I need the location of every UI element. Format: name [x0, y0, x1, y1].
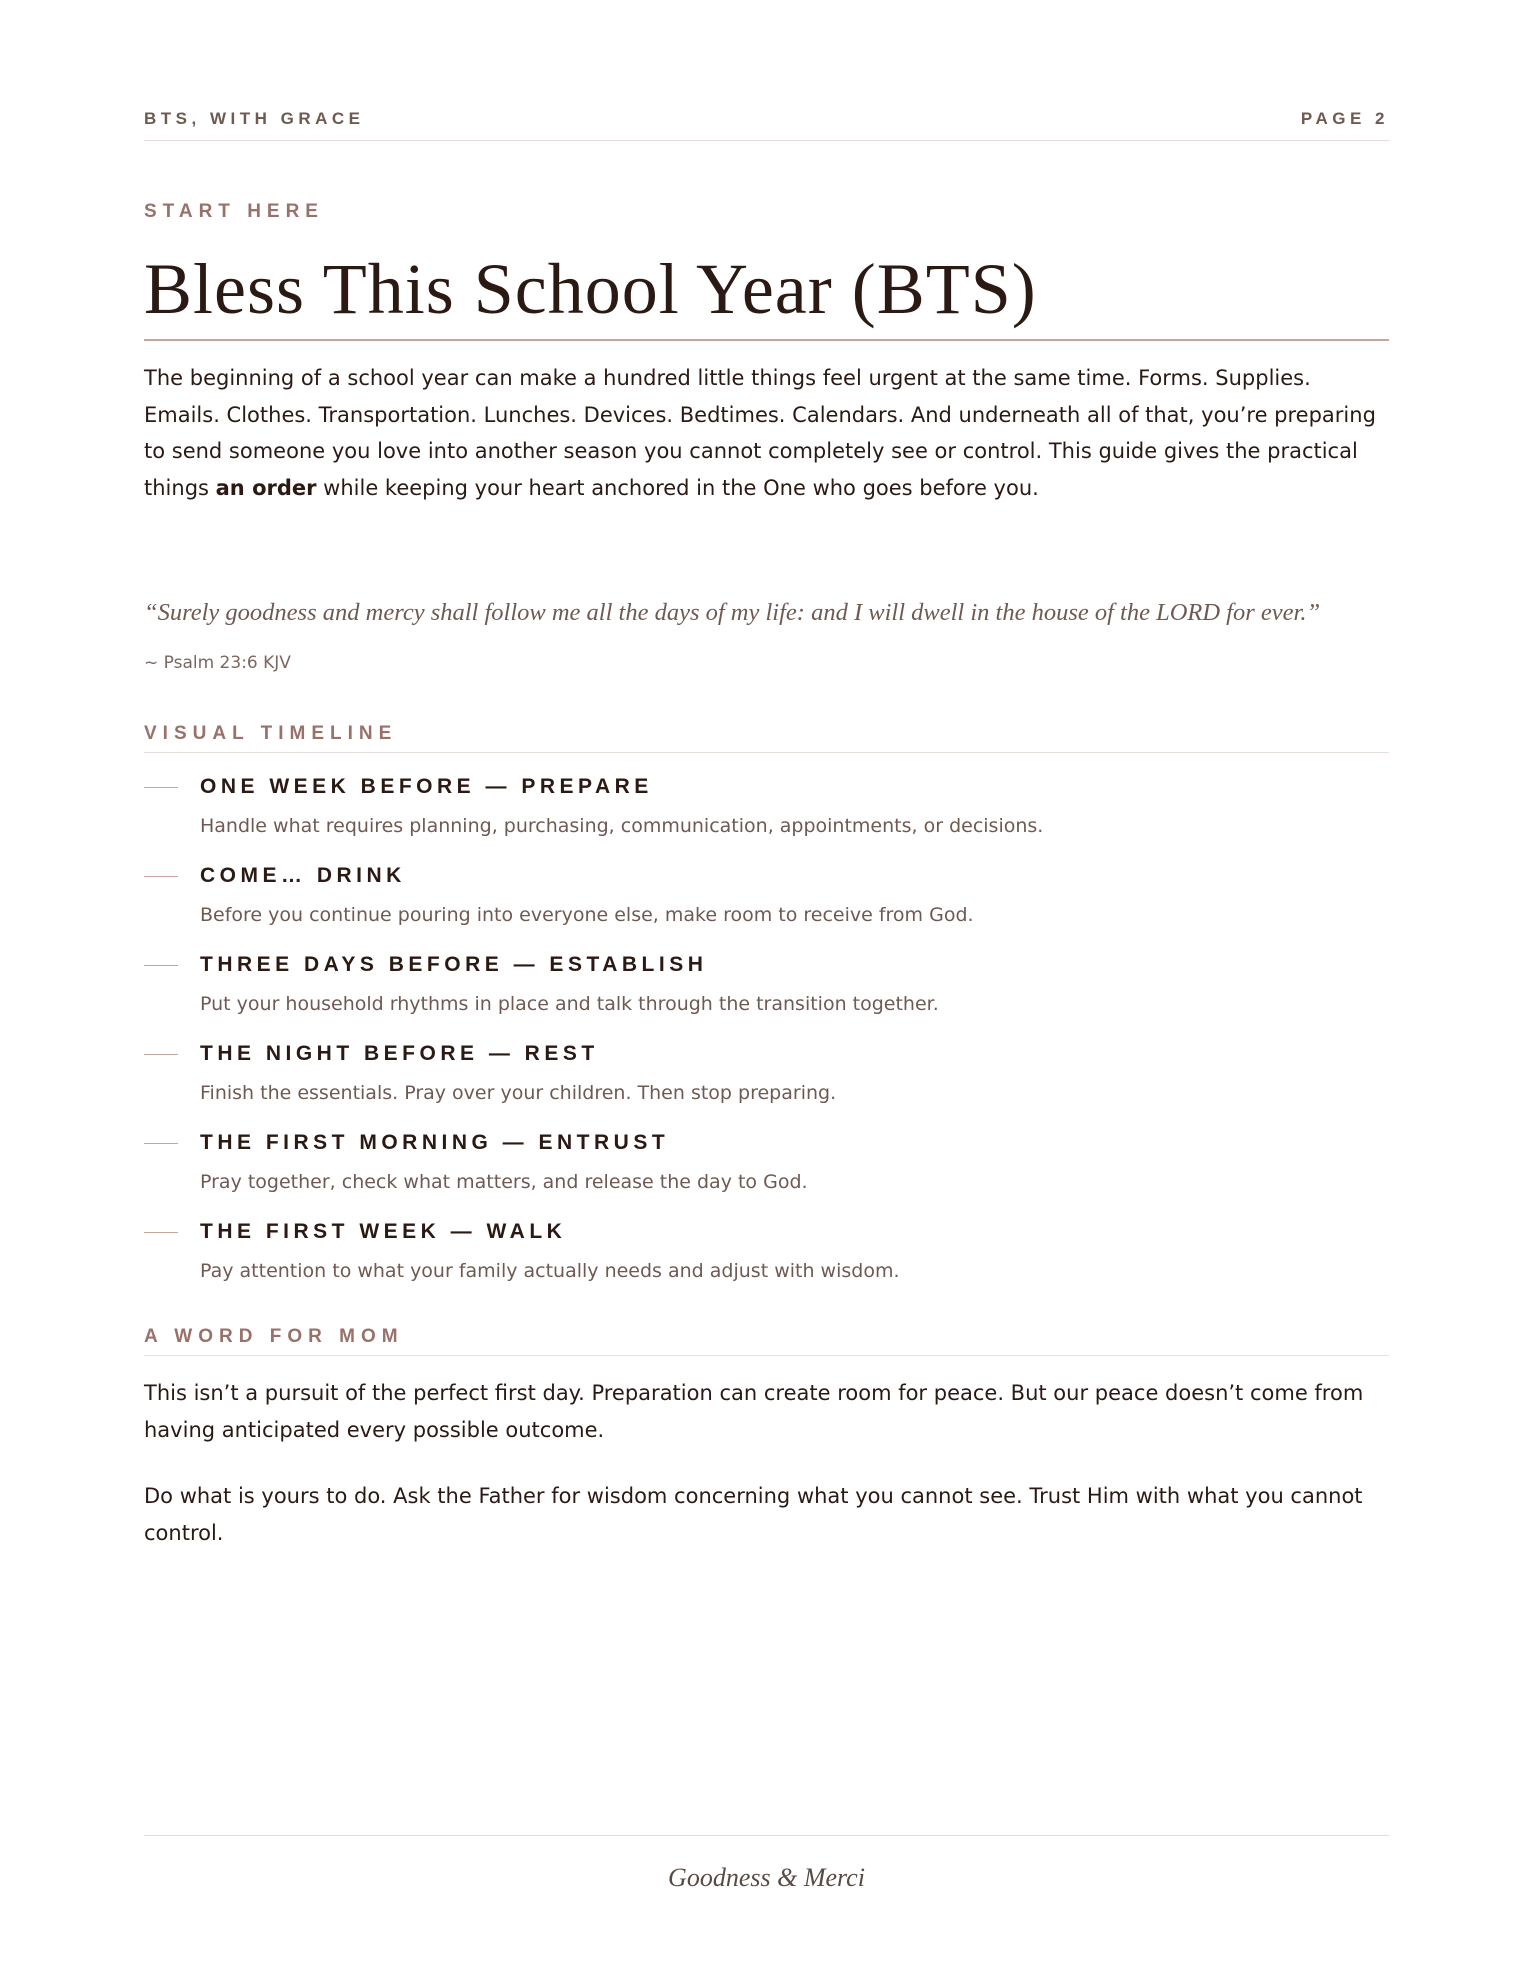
timeline-heading: VISUAL TIMELINE [144, 722, 1389, 753]
timeline-dash [144, 965, 178, 966]
timeline-item-description: Handle what requires planning, purchasing, communication, appointments, or decisions. [200, 815, 1044, 837]
footer-divider [144, 1835, 1389, 1836]
timeline-item-title: THREE DAYS BEFORE — ESTABLISH [200, 953, 708, 976]
timeline-item-description: Pay attention to what your family actually needs and adjust with wisdom. [200, 1260, 900, 1282]
intro-bold-text: an order [215, 475, 317, 500]
timeline-item [144, 952, 1389, 1041]
timeline-dash [144, 1232, 178, 1233]
timeline-item [144, 1130, 1389, 1219]
running-header [144, 108, 1389, 141]
scripture-quote: “Surely goodness and mercy shall follow me all the days of my life: and I will dwell in the house of the LORD for ever.” [144, 599, 1321, 626]
scripture-citation: ~ Psalm 23:6 KJV [144, 653, 291, 673]
timeline-dash [144, 876, 178, 877]
page-title: Bless This School Year (BTS) [144, 249, 1037, 329]
timeline-item-title: THE NIGHT BEFORE — REST [200, 1042, 599, 1065]
timeline-item-title: COME… DRINK [200, 864, 406, 887]
timeline-item-description: Put your household rhythms in place and talk through the transition together. [200, 993, 939, 1015]
section-eyebrow: START HERE [144, 201, 324, 222]
timeline-item-title: THE FIRST WEEK — WALK [200, 1220, 567, 1243]
timeline-item-description: Before you continue pouring into everyone else, make room to receive from God. [200, 904, 974, 926]
timeline-item [144, 863, 1389, 952]
word-for-mom-heading: A WORD FOR MOM [144, 1325, 1389, 1356]
timeline-item [144, 1041, 1389, 1130]
intro-text-1: The beginning of a school year can make a hundred little things feel urgent at the same time. Forms. Supplies. Emails. Clothes. Transportation. Lunches. Devices. Bedtimes. Calendars. And underneath all of that, you’re preparing to send someone you love into another season you cannot completely see or control. This guide gives the practical things [144, 366, 1376, 500]
footer-signature: Goodness & Merci [668, 1863, 865, 1892]
timeline-list [144, 774, 1389, 1308]
timeline-dash [144, 787, 178, 788]
page-number: PAGE 2 [1300, 109, 1389, 128]
header-title: BTS, WITH GRACE [144, 109, 365, 128]
timeline-dash [144, 1054, 178, 1055]
timeline-item-description: Pray together, check what matters, and release the day to God. [200, 1171, 808, 1193]
timeline-item [144, 774, 1389, 863]
title-divider [144, 339, 1389, 341]
timeline-item-title: ONE WEEK BEFORE — PREPARE [200, 775, 653, 798]
timeline-item [144, 1219, 1389, 1308]
intro-paragraph [144, 360, 1389, 506]
timeline-item-description: Finish the essentials. Pray over your children. Then stop preparing. [200, 1082, 837, 1104]
timeline-dash [144, 1143, 178, 1144]
intro-text-2: while keeping your heart anchored in the One who goes before you. [316, 475, 1039, 500]
timeline-item-title: THE FIRST MORNING — ENTRUST [200, 1131, 670, 1154]
document-page [144, 0, 1389, 1980]
word-for-mom-paragraph-1: This isn’t a pursuit of the perfect first day. Preparation can create room for peace. But our peace doesn’t come from having anticipated every possible outcome. [144, 1381, 1364, 1442]
word-for-mom-paragraph-2: Do what is yours to do. Ask the Father for wisdom concerning what you cannot see. Trust Him with what you cannot control. [144, 1484, 1363, 1545]
